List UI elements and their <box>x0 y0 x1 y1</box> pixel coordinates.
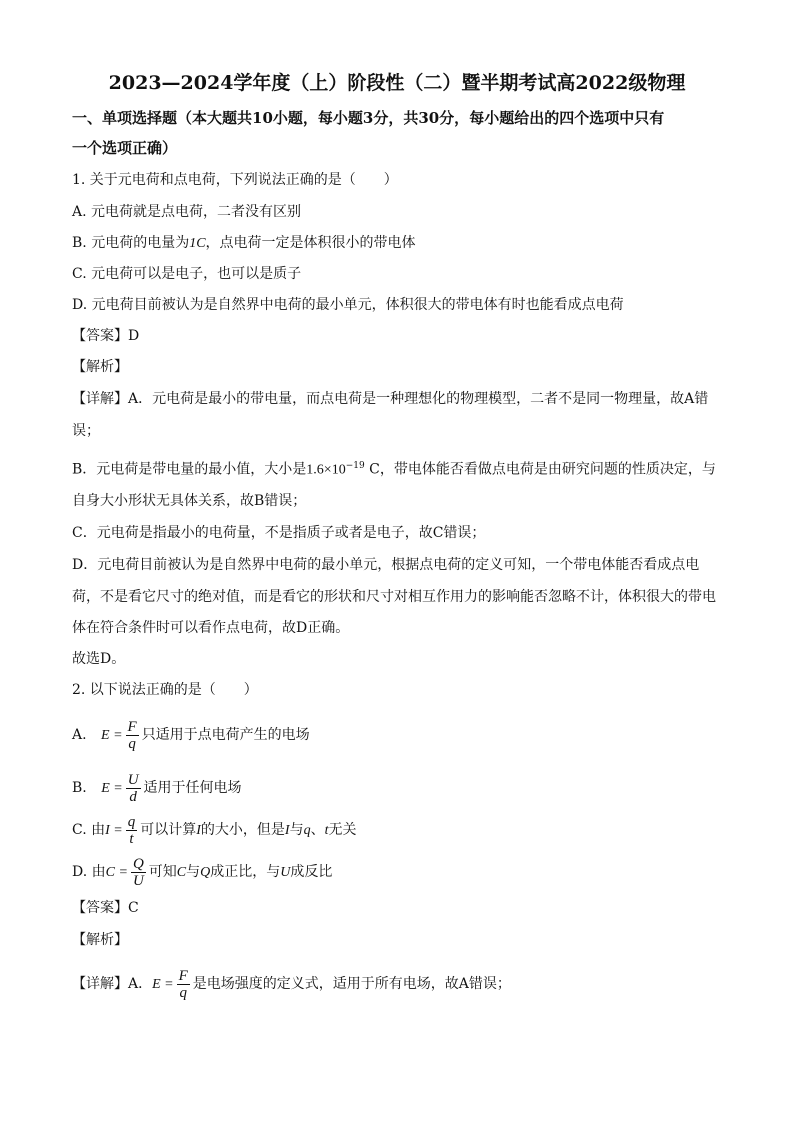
q1-option-b-value: 1C <box>189 236 206 251</box>
q1-detail-b-post: C，带电体能否看做点电荷是由研究问题的性质决定，与 <box>364 461 716 478</box>
q2-option-c-denominator: t <box>129 830 134 847</box>
q2-option-d-lhs: C = <box>105 865 128 880</box>
q2-option-c-var-t: t <box>324 823 329 838</box>
q2-option-d-var-q: Q <box>200 865 211 880</box>
q2-option-b-lhs: E = <box>101 781 123 796</box>
q2-option-c-pre: C. 由 <box>72 822 106 838</box>
q1-detail-d-2: 荷，不是看它尺寸的绝对值，而是看它的形状和尺寸对相互作用力的影响能否忽略不计，体积很大的带电 <box>72 589 716 605</box>
q1-detail-a-2: 误； <box>72 423 100 439</box>
q1-answer: 【答案】D <box>72 328 140 344</box>
q2-option-b-text: 适用于任何电场 <box>143 780 242 796</box>
q2-option-c-end: 无关 <box>328 822 357 838</box>
q2-detail-pre: 【详解】A． <box>72 976 153 992</box>
q2-option-c-var-i: I <box>196 823 201 838</box>
section-heading-line2: 一个选项正确） <box>72 139 178 157</box>
q2-option-c-lhs: I = <box>105 823 123 838</box>
q2-option-a-fraction <box>126 719 139 752</box>
q2-option-c-numerator: q <box>127 813 136 830</box>
q2-detail-a <box>72 962 734 1007</box>
q1-option-d: D. 元电荷目前被认为是自然界中电荷的最小单元，体积很大的带电体有时也能看成点电荷 <box>72 297 624 313</box>
q1-option-b-post: ，点电荷一定是体积很小的带电体 <box>205 235 416 251</box>
q2-stem: 2. 以下说法正确的是（ ） <box>72 682 258 698</box>
q2-option-d-var-u: U <box>280 865 291 880</box>
q2-option-a-lhs: E = <box>101 728 123 743</box>
q1-stem: 1. 关于元电荷和点电荷，下列说法正确的是（ ） <box>72 172 398 188</box>
q2-option-a-label: A. <box>72 727 87 743</box>
q2-option-a-denominator: q <box>128 735 136 752</box>
q2-option-d-fraction <box>131 856 146 889</box>
q2-option-c-mid2: 的大小，但是 <box>200 822 285 838</box>
q2-option-b <box>72 766 734 811</box>
q1-choose: 故选D。 <box>72 651 126 667</box>
q1-detail-b-value: 1.6×10 <box>306 462 346 478</box>
q2-option-d-denominator: U <box>132 872 144 889</box>
q1-detail-c: C．元电荷是指最小的电荷量，不是指质子或者是电子，故C错误； <box>72 525 486 541</box>
q1-detail-a-1: 【详解】A．元电荷是最小的带电量，而点电荷是一种理想化的物理模型，二者不是同一物理量，故A错 <box>72 391 709 407</box>
q2-option-c-var-q: q <box>303 823 311 838</box>
q2-detail-fraction <box>177 968 190 1001</box>
q1-detail-b-2: 自身大小形状无具体关系，故B错误； <box>72 493 307 509</box>
page-title: 2023—2024学年度（上）阶段性（二）暨半期考试高2022级物理 <box>108 72 686 94</box>
q1-detail-b-1 <box>72 456 734 481</box>
q1-detail-b-exponent: −19 <box>345 461 365 471</box>
q2-option-d-mid: 可知 <box>148 864 177 880</box>
q2-option-a-text: 只适用于点电荷产生的电场 <box>141 727 310 743</box>
q2-option-d-mid3: 成正比，与 <box>210 864 281 880</box>
q2-option-b-fraction <box>126 772 141 805</box>
q2-option-d-var-c: C <box>176 865 187 880</box>
q2-option-d <box>72 851 734 894</box>
q2-detail-lhs: E = <box>152 977 174 992</box>
q2-detail-denominator: q <box>179 984 187 1001</box>
q1-detail-b-pre: B．元电荷是带电量的最小值，大小是 <box>72 461 307 478</box>
q1-detail-d-1: D．元电荷目前被认为是自然界中电荷的最小单元，根据点电荷的定义可知，一个带电体能否看成点电 <box>72 557 700 573</box>
q1-detail-d-3: 体在符合条件时可以看作点电荷，故D正确。 <box>72 620 350 636</box>
q2-option-c-mid: 可以计算 <box>140 822 197 838</box>
q2-option-c <box>72 810 734 851</box>
q2-analysis: 【解析】 <box>72 932 128 948</box>
q1-option-c: C. 元电荷可以是电子，也可以是质子 <box>72 266 302 282</box>
q2-option-c-sep: 、 <box>310 822 325 838</box>
q2-option-d-mid2: 与 <box>186 864 201 880</box>
q2-option-b-numerator: U <box>127 771 139 788</box>
q2-option-a-numerator: F <box>127 718 137 735</box>
q2-option-a <box>72 713 734 758</box>
q2-detail-numerator: F <box>178 967 188 984</box>
q2-option-c-fraction <box>126 814 138 847</box>
q1-option-b <box>72 233 734 254</box>
q1-option-a: A. 元电荷就是点电荷，二者没有区别 <box>72 204 302 220</box>
q2-option-c-var-i2: I <box>284 823 290 838</box>
q2-detail-post: 是电场强度的定义式，适用于所有电场，故A错误； <box>192 976 511 992</box>
q1-analysis: 【解析】 <box>72 359 128 375</box>
q2-answer: 【答案】C <box>72 900 139 916</box>
q1-option-b-pre: B. 元电荷的电量为 <box>72 235 190 251</box>
q2-option-b-label: B. <box>72 780 87 796</box>
q2-option-d-numerator: Q <box>132 855 144 872</box>
q2-option-b-denominator: d <box>129 788 137 805</box>
q2-option-c-mid3: 与 <box>289 822 304 838</box>
q2-option-d-pre: D. 由 <box>72 864 106 880</box>
section-heading-line1: 一、单项选择题（本大题共10小题，每小题3分，共30分，每小题给出的四个选项中只有 <box>72 109 665 127</box>
q2-option-d-end: 成反比 <box>290 864 333 880</box>
